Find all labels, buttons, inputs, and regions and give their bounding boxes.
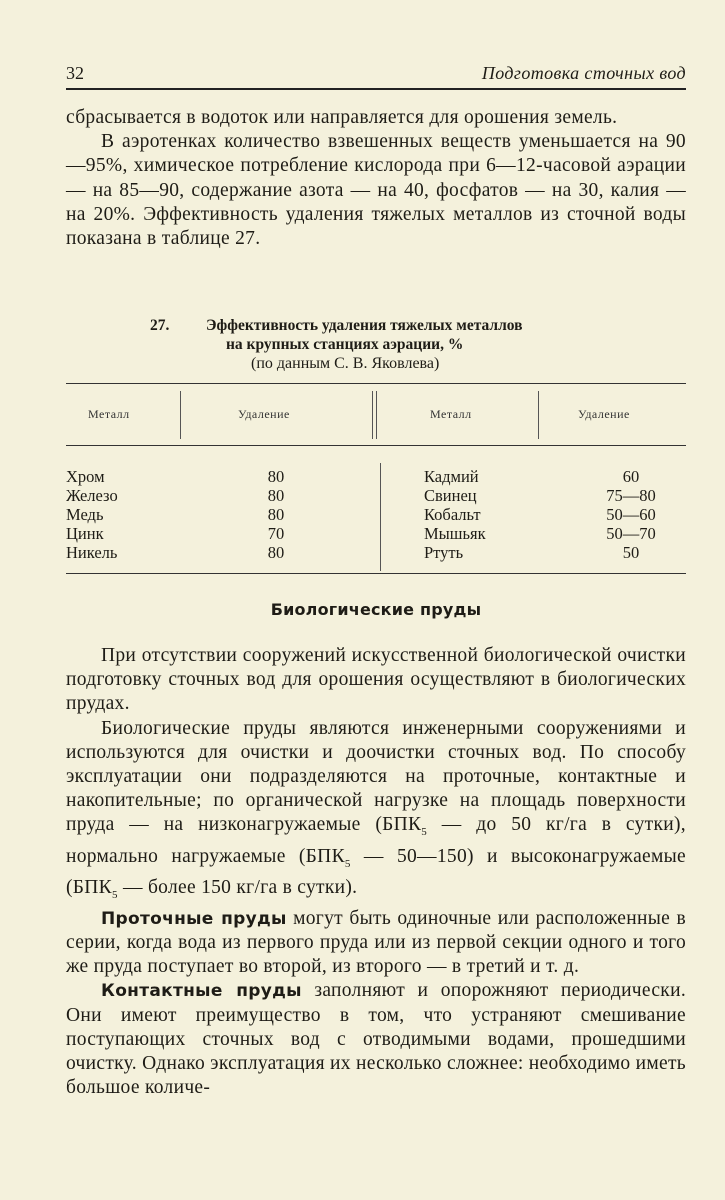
removal-cell: 50—60 [606,505,656,524]
table-number: 27. [150,317,170,334]
removal-cell: 80 [267,543,285,562]
table-divider [180,391,181,439]
intro-paragraph-1: сбрасывается в водоток или направляется для орошения земель. [66,107,618,128]
header-metal-right: Металл [430,407,472,421]
metal-cell: Свинец [424,486,477,505]
term-flow-ponds: Проточные пруды [101,908,287,929]
removal-cell: 60 [622,467,640,486]
section-paragraph-3: Проточные пруды могут быть одиночные или расположенные в серии, когда вода из первого пруда или из первой секции одного и того же пруда поступает во второй, из второго — в третий и т. д. [66,907,686,978]
removal-cell: 75—80 [606,486,656,505]
section-paragraph-4: Контактные пруды заполняют и опорожняют периодически. Они имеют преимущество в том, что устраняют смешивание поступающих сточных вод с отводимыми водами, прошедшими очистку. Однако эксплуатация их несколько сложнее: необходимо иметь большое количе- [66,980,686,1099]
removal-cell: 80 [267,505,285,524]
table-row [66,505,686,524]
intro-paragraph-2: В аэротенках количество взвешенных веществ уменьшается на 90—95%, химическое потребление кислорода при 6—12-часовой аэрации — на 85—90, содержание азота — на 40, фосфатов — на 30, калия — на 20%. Эффективность удаления тяжелых металлов из сточной воды показана в таблице 27. [66,131,686,250]
header-rule [66,88,686,90]
removal-cell: 70 [267,524,285,543]
running-header [66,58,686,84]
table-title-line-1: Эффективность удаления тяжелых металлов [206,317,523,334]
table-top-rule [66,383,686,384]
removal-cell: 80 [267,467,285,486]
metal-cell: Медь [66,505,104,524]
section-paragraph-2: Биологические пруды являются инженерными сооружениями и используются для очистки и доочистки сточных вод. По способу эксплуатации они подразделяются на проточные, контактные и накопительные; по органической нагрузке на площадь поверхности пруда — на низконагружаемые ($БПК_5$ — до 50 кг/га в сутки), нормально нагружаемые ($БПК_5$ — 50—150) и высоконагружаемые ($БПК_5$ — более 150 кг/га в сутки). [66,717,686,901]
header-metal-left: Металл [88,407,130,421]
metal-cell: Ртуть [424,543,464,562]
table-source: (по данным С. В. Яковлева) [251,355,440,372]
metal-cell: Никель [66,543,118,562]
removal-cell: 50 [622,543,640,562]
metal-cell: Железо [66,486,118,505]
table-row [66,524,686,543]
table-divider [538,391,539,439]
page-number: 32 [66,63,84,83]
removal-cell: 50—70 [606,524,656,543]
header-removal-left: Удаление [238,407,290,421]
term-contact-ponds: Контактные пруды [101,981,302,1002]
metal-cell: Кадмий [424,467,479,486]
intro-text [66,106,686,251]
table-caption [66,316,686,373]
table-divider [372,391,373,439]
header-removal-right: Удаление [578,407,630,421]
metal-cell: Кобальт [424,505,481,524]
table-header-rule [66,445,686,446]
running-title: Подготовка сточных вод [481,63,686,83]
section-paragraph-1: При отсутствии сооружений искусственной биологической очистки подготовку сточных вод для орошения осуществляют в биологических прудах. [66,645,686,715]
section-heading: Биологические пруды [270,600,482,619]
metal-cell: Хром [66,467,105,486]
metal-cell: Цинк [66,524,104,543]
removal-cell: 80 [267,486,285,505]
table-row [66,543,686,562]
table-title-line-2: на крупных станциях аэрации, % [226,336,464,353]
metal-cell: Мышьяк [424,524,486,543]
table-row [66,467,686,486]
table-bottom-rule [66,573,686,574]
table-divider [376,391,377,439]
section-text [66,644,686,1100]
table-row [66,486,686,505]
